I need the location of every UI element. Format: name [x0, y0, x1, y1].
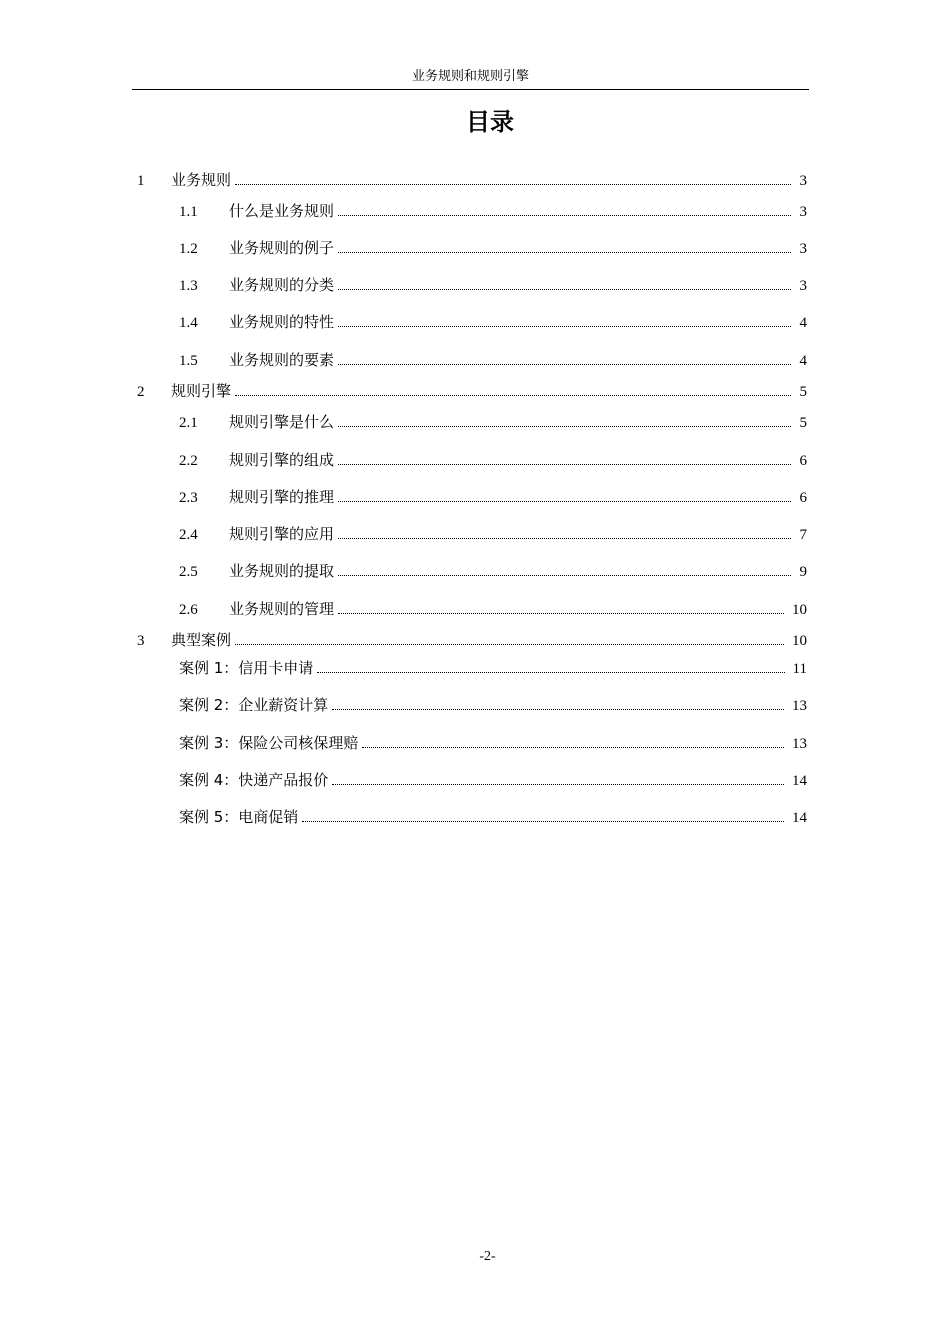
toc-leader-dots [332, 708, 784, 710]
toc-leader-dots [338, 574, 791, 576]
toc-leader-dots [362, 746, 784, 748]
toc-entry-label: 案例 2：企业薪资计算 [179, 696, 329, 714]
toc-entry-page: 13 [792, 698, 807, 714]
page-number: -2- [479, 1249, 496, 1264]
toc-leader-dots [338, 214, 791, 216]
toc-entry-page: 3 [799, 204, 807, 220]
toc-entry-page: 3 [799, 278, 807, 294]
toc-leader-dots [235, 183, 791, 185]
toc-leader-dots [338, 288, 791, 290]
toc-entry-page: 4 [799, 315, 807, 331]
toc-entry-label: 案例 5：电商促销 [179, 808, 299, 826]
toc-entry-label: 业务规则的提取 [229, 562, 335, 580]
toc-entry-3[interactable] [137, 630, 807, 650]
toc-entry-page: 14 [792, 810, 807, 826]
toc-entry-page: 10 [792, 633, 807, 649]
toc-entry-number: 1.2 [179, 241, 198, 257]
toc-leader-dots [338, 463, 791, 465]
toc-entry-page: 10 [792, 602, 807, 618]
toc-leader-dots [338, 500, 791, 502]
toc-leader-dots [338, 425, 791, 427]
toc-leader-dots [332, 783, 784, 785]
toc-entry-page: 6 [799, 490, 807, 506]
toc-entry-1-3[interactable] [179, 275, 807, 295]
toc-entry-number: 3 [137, 633, 145, 649]
toc-leader-dots [338, 612, 784, 614]
toc-leader-dots [235, 643, 784, 645]
toc-entry-1-4[interactable] [179, 312, 807, 332]
toc-entry-label: 什么是业务规则 [229, 202, 335, 220]
toc-entry-page: 11 [792, 661, 807, 677]
toc-entry-2-4[interactable] [179, 524, 807, 544]
toc-entry-label: 业务规则的分类 [229, 276, 335, 294]
toc-entry-1-2[interactable] [179, 238, 807, 258]
toc-leader-dots [302, 820, 784, 822]
header-rule [132, 89, 809, 90]
running-header: 业务规则和规则引擎 [411, 69, 529, 84]
toc-entry-label: 业务规则 [171, 171, 232, 189]
toc-entry-case-1[interactable] [179, 658, 807, 678]
toc-entry-case-3[interactable] [179, 733, 807, 753]
toc-entry-page: 5 [799, 415, 807, 431]
toc-entry-page: 3 [799, 241, 807, 257]
toc-entry-label: 案例 4：快递产品报价 [179, 771, 329, 789]
toc-entry-2-2[interactable] [179, 450, 807, 470]
toc-entry-1[interactable] [137, 170, 807, 190]
toc-entry-label: 业务规则的特性 [229, 313, 335, 331]
toc-entry-number: 1.1 [179, 204, 198, 220]
toc-entry-1-5[interactable] [179, 350, 807, 370]
toc-leader-dots [338, 325, 791, 327]
toc-entry-case-2[interactable] [179, 695, 807, 715]
toc-entry-page: 6 [799, 453, 807, 469]
toc-entry-number: 2 [137, 384, 145, 400]
toc-entry-label: 规则引擎的应用 [229, 525, 335, 543]
toc-entry-number: 2.4 [179, 527, 198, 543]
toc-entry-number: 2.1 [179, 415, 198, 431]
toc-entry-number: 1.4 [179, 315, 198, 331]
toc-entry-label: 规则引擎的组成 [229, 451, 335, 469]
toc-leader-dots [338, 537, 791, 539]
toc-entry-number: 2.3 [179, 490, 198, 506]
toc-title: 目录 [466, 108, 514, 136]
toc-leader-dots [235, 394, 791, 396]
toc-entry-page: 13 [792, 736, 807, 752]
toc-entry-case-5[interactable] [179, 807, 807, 827]
toc-entry-page: 5 [799, 384, 807, 400]
toc-entry-1-1[interactable] [179, 201, 807, 221]
toc-leader-dots [338, 363, 791, 365]
toc-entry-label: 规则引擎的推理 [229, 488, 335, 506]
toc-entry-page: 3 [799, 173, 807, 189]
toc-entry-page: 7 [799, 527, 807, 543]
toc-entry-2-3[interactable] [179, 487, 807, 507]
toc-leader-dots [317, 671, 784, 673]
toc-entry-number: 1.5 [179, 353, 198, 369]
toc-entry-number: 2.2 [179, 453, 198, 469]
toc-entry-label: 案例 1：信用卡申请 [179, 659, 314, 677]
toc-entry-page: 14 [792, 773, 807, 789]
toc-entry-label: 规则引擎 [171, 382, 232, 400]
toc-entry-page: 9 [799, 564, 807, 580]
toc-entry-page: 4 [799, 353, 807, 369]
toc-entry-label: 案例 3：保险公司核保理赔 [179, 734, 359, 752]
toc-entry-number: 1 [137, 173, 145, 189]
toc-entry-number: 2.6 [179, 602, 198, 618]
toc-entry-case-4[interactable] [179, 770, 807, 790]
toc-entry-2-1[interactable] [179, 412, 807, 432]
toc-entry-number: 1.3 [179, 278, 198, 294]
toc-entry-label: 典型案例 [171, 631, 232, 649]
toc-leader-dots [338, 251, 791, 253]
toc-entry-label: 规则引擎是什么 [229, 413, 335, 431]
toc-entry-label: 业务规则的要素 [229, 351, 335, 369]
toc-entry-2-5[interactable] [179, 561, 807, 581]
toc-entry-label: 业务规则的例子 [229, 239, 335, 257]
toc-entry-label: 业务规则的管理 [229, 600, 335, 618]
toc-entry-number: 2.5 [179, 564, 198, 580]
toc-entry-2-6[interactable] [179, 599, 807, 619]
toc-entry-2[interactable] [137, 381, 807, 401]
